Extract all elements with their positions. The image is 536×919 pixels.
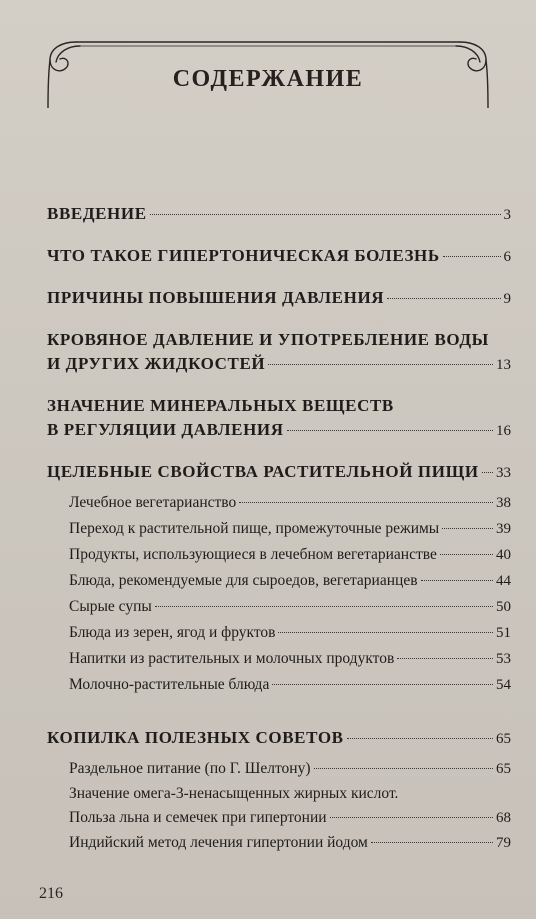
toc-subentries [47,490,511,698]
toc-subentry [69,646,511,672]
toc-subentry [69,672,511,698]
toc-entry-plant-food [47,460,511,698]
dot-leader [314,768,494,769]
toc-page-number: 9 [503,291,511,307]
toc-subentry-line-2: Польза льна и семечек при гипертонии [69,809,327,826]
toc-subentry [69,568,511,594]
toc-page-number: 44 [496,573,511,589]
toc-entry-useful-tips [47,726,511,856]
toc-entry-label: ВВЕДЕНИЕ [47,204,147,223]
dot-leader [268,364,493,365]
dot-leader [387,298,500,299]
toc-entry-introduction [47,202,511,227]
toc-entry-minerals [47,394,511,443]
toc-subentry-label: Молочно-растительные блюда [69,676,270,693]
toc-page-number: 53 [496,651,511,667]
dot-leader [278,632,493,633]
toc-page-number: 13 [496,357,511,373]
toc-subentry-label: Продукты, использующиеся в лечебном вегетарианстве [69,546,437,563]
toc-subentry [69,756,511,782]
dot-leader [239,502,493,503]
dot-leader [482,472,493,473]
toc-subentry [69,542,511,568]
toc-page-number: 65 [496,761,511,777]
toc-subentry-label: Сырые супы [69,598,152,615]
toc-page-number: 65 [496,731,511,747]
toc-page-number: 79 [496,835,511,851]
toc-subentry-label: Блюда, рекомендуемые для сыроедов, вегетарианцев [69,572,418,589]
toc-subentries [47,756,511,856]
toc-page-number: 6 [503,249,511,265]
toc-subentry [69,490,511,516]
toc-entry-label: ЧТО ТАКОЕ ГИПЕРТОНИЧЕСКАЯ БОЛЕЗНЬ [47,246,440,265]
toc-page-number: 33 [496,465,511,481]
toc-subentry-label: Напитки из растительных и молочных продуктов [69,650,395,667]
toc-entry-blood-pressure-water [47,328,511,377]
toc-page-number: 16 [496,423,511,439]
dot-leader [150,214,501,215]
toc-entry-causes [47,286,511,311]
toc-page-number: 38 [496,495,511,511]
dot-leader [397,658,493,659]
toc-subentry [69,782,511,830]
toc-entry-label: ПРИЧИНЫ ПОВЫШЕНИЯ ДАВЛЕНИЯ [47,288,385,307]
toc-page-number: 54 [496,677,511,693]
dot-leader [330,817,493,818]
toc-subentry [69,620,511,646]
toc-entry-line-1: ЗНАЧЕНИЕ МИНЕРАЛЬНЫХ ВЕЩЕСТВ [47,396,394,415]
toc-page-number: 51 [496,625,511,641]
dot-leader [421,580,493,581]
toc-entry-line-1: КРОВЯНОЕ ДАВЛЕНИЕ И УПОТРЕБЛЕНИЕ ВОДЫ [47,330,489,349]
toc-page-number: 68 [496,810,511,826]
toc-page-number: 3 [503,207,511,223]
dot-leader [272,684,493,685]
toc-subentry-label: Раздельное питание (по Г. Шелтону) [69,760,311,777]
toc-subentry [69,516,511,542]
toc-subentry-label: Лечебное вегетарианство [69,494,237,511]
toc-page-number: 39 [496,521,511,537]
toc-entry-line-2: В РЕГУЛЯЦИИ ДАВЛЕНИЯ [47,420,284,439]
toc-subentry-label: Индийский метод лечения гипертонии йодом [69,834,368,851]
dot-leader [155,606,493,607]
page-title: СОДЕРЖАНИЕ [172,66,364,92]
dot-leader [287,430,493,431]
toc-entry-what-is-hypertension [47,244,511,269]
table-of-contents [47,202,511,873]
dot-leader [347,738,493,739]
toc-entry-label: ЦЕЛЕБНЫЕ СВОЙСТВА РАСТИТЕЛЬНОЙ ПИЩИ [47,462,479,481]
toc-entry-label: КОПИЛКА ПОЛЕЗНЫХ СОВЕТОВ [47,728,344,747]
toc-subentry [69,830,511,856]
toc-entry-line-2: И ДРУГИХ ЖИДКОСТЕЙ [47,354,266,373]
dot-leader [442,528,493,529]
page-number-footer: 216 [39,885,63,902]
toc-subentry-label: Блюда из зерен, ягод и фруктов [69,624,276,641]
toc-page-number: 50 [496,599,511,615]
toc-page-number: 40 [496,547,511,563]
toc-subentry-line-1: Значение омега-3-ненасыщенных жирных кислот. [69,785,399,802]
toc-subentry-label: Переход к растительной пище, промежуточные режимы [69,520,440,537]
dot-leader [440,554,493,555]
toc-subentry [69,594,511,620]
dot-leader [443,256,501,257]
dot-leader [371,842,493,843]
